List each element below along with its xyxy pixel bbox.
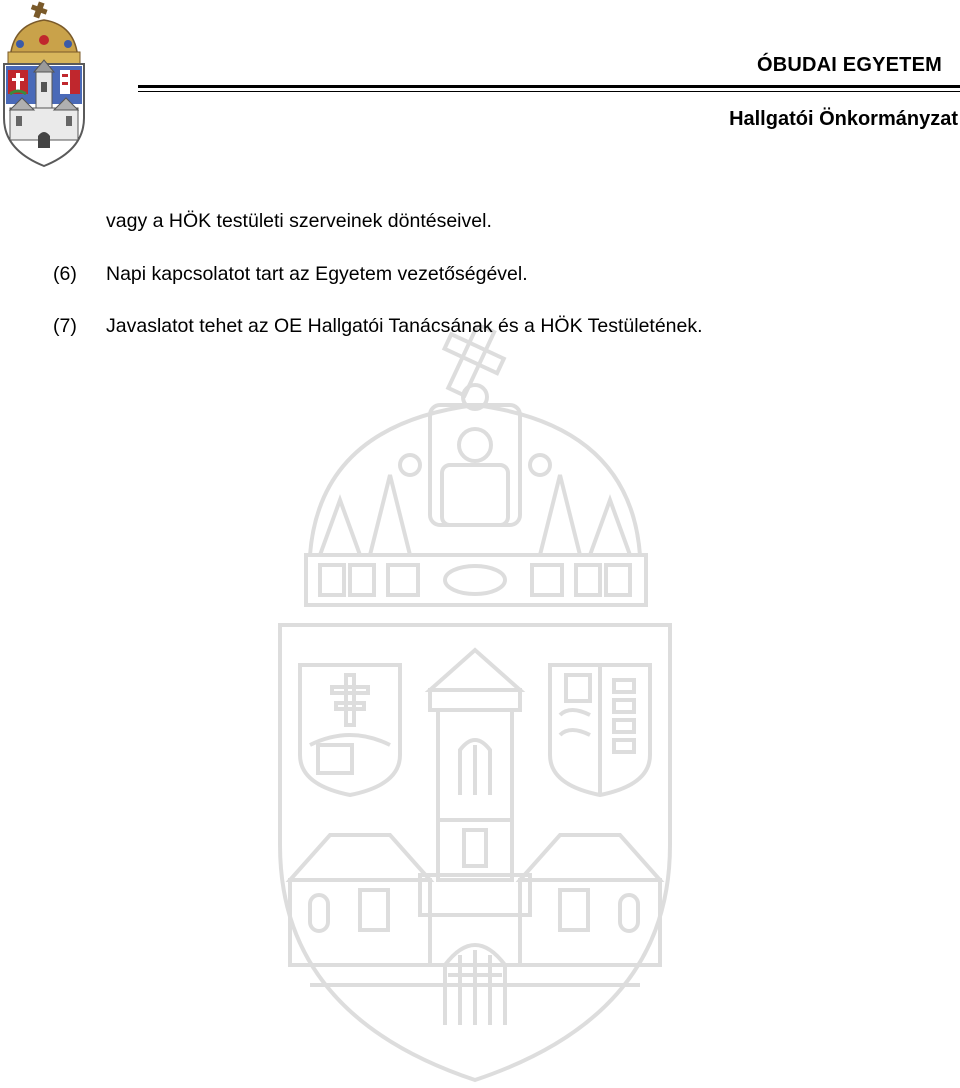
organization-name: Hallgatói Önkormányzat [729, 108, 958, 130]
paragraph-7-number: (7) [53, 315, 77, 337]
institution-name: ÓBUDAI EGYETEM [756, 54, 942, 76]
university-crest-logo [0, 0, 90, 170]
continuation-text: vagy a HÖK testületi szerveinek döntéseivel. [106, 210, 492, 232]
header-rule-thick [138, 85, 960, 88]
paragraph-6-number: (6) [53, 263, 77, 285]
paragraph-7-text: Javaslatot tehet az OE Hallgatói Tanácsának és a HÖK Testületének. [106, 315, 703, 337]
crest-watermark-image [270, 325, 690, 1085]
paragraph-6-text: Napi kapcsolatot tart az Egyetem vezetőségével. [106, 263, 528, 285]
header-rule-thin [138, 91, 960, 92]
